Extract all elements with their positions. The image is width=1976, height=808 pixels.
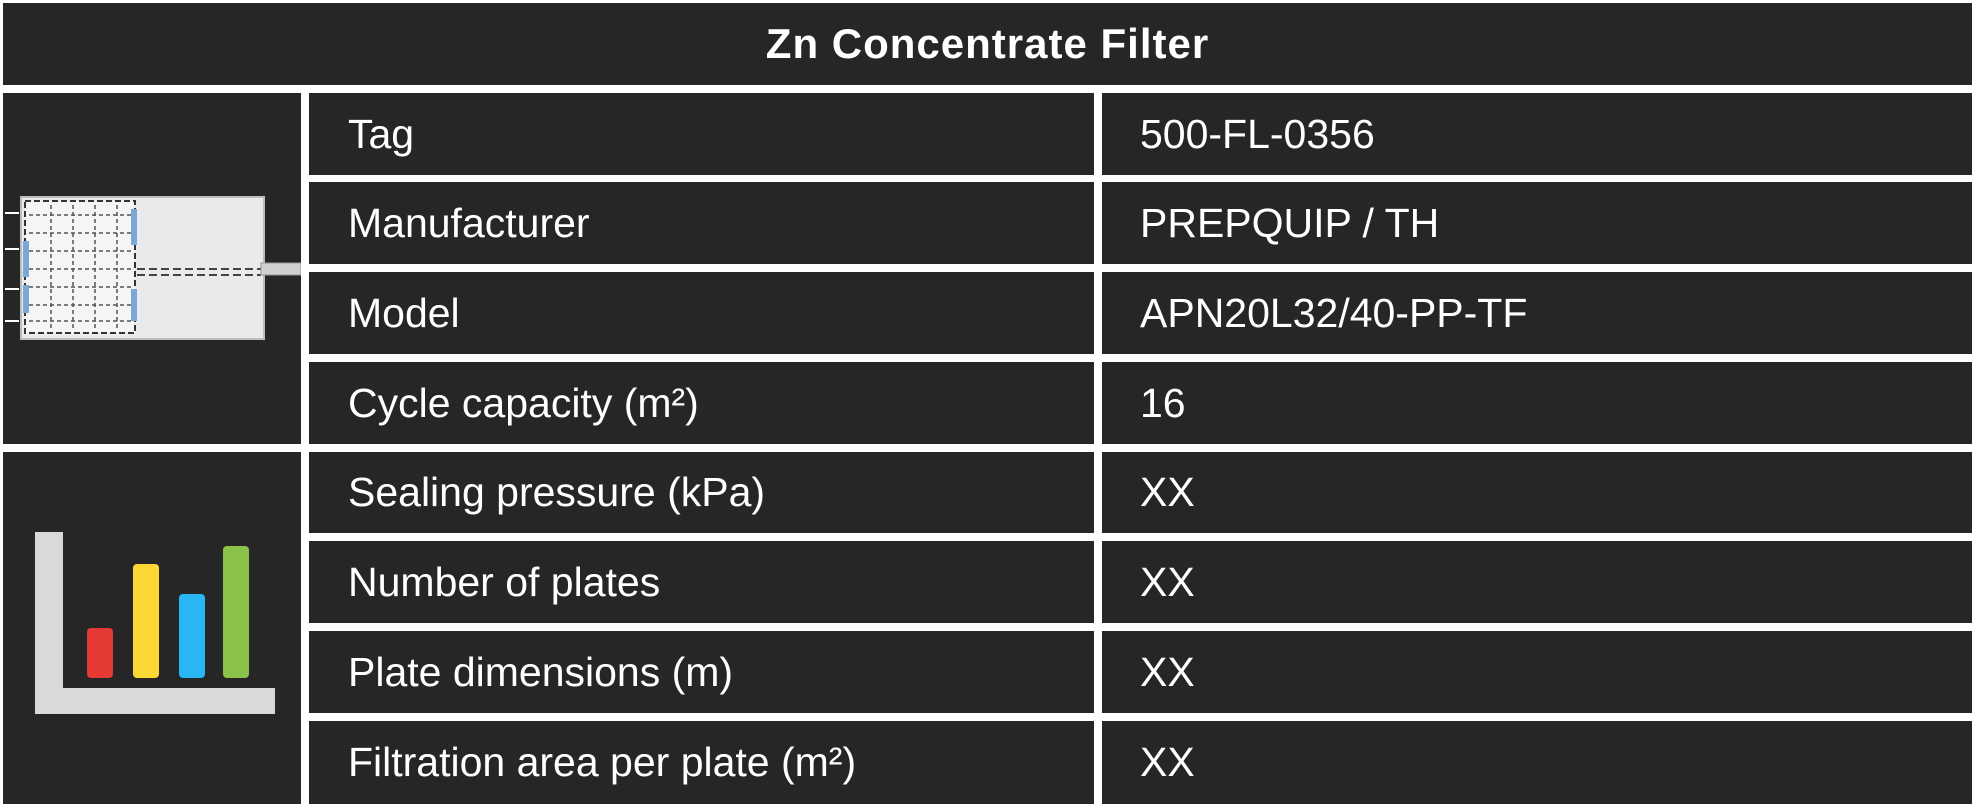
bar-chart-icon [3,452,301,804]
row-value-cycle-capacity: 16 [1102,362,1972,444]
row-value-manufacturer: PREPQUIP / TH [1102,182,1972,264]
row-label-model: Model [309,272,1094,354]
row-label-plate-dimensions: Plate dimensions (m) [309,631,1094,713]
row-value-number-of-plates: XX [1102,541,1972,623]
chart-bar-red [87,628,113,678]
equipment-image-cell [3,93,301,444]
chart-bar-green [223,546,249,678]
row-value-sealing-pressure: XX [1102,452,1972,533]
row-value-model: APN20L32/40-PP-TF [1102,272,1972,354]
chart-bar-blue [179,594,205,678]
row-value-tag: 500-FL-0356 [1102,93,1972,175]
filter-press-icon [3,93,301,444]
row-value-filtration-area: XX [1102,721,1972,804]
page-title: Zn Concentrate Filter [3,3,1972,85]
chart-image-cell [3,452,301,804]
chart-bar-yellow [133,564,159,678]
row-value-plate-dimensions: XX [1102,631,1972,713]
row-label-number-of-plates: Number of plates [309,541,1094,623]
row-label-cycle-capacity: Cycle capacity (m²) [309,362,1094,444]
row-label-tag: Tag [309,93,1094,175]
row-label-sealing-pressure: Sealing pressure (kPa) [309,452,1094,533]
row-label-manufacturer: Manufacturer [309,182,1094,264]
row-label-filtration-area: Filtration area per plate (m²) [309,721,1094,804]
